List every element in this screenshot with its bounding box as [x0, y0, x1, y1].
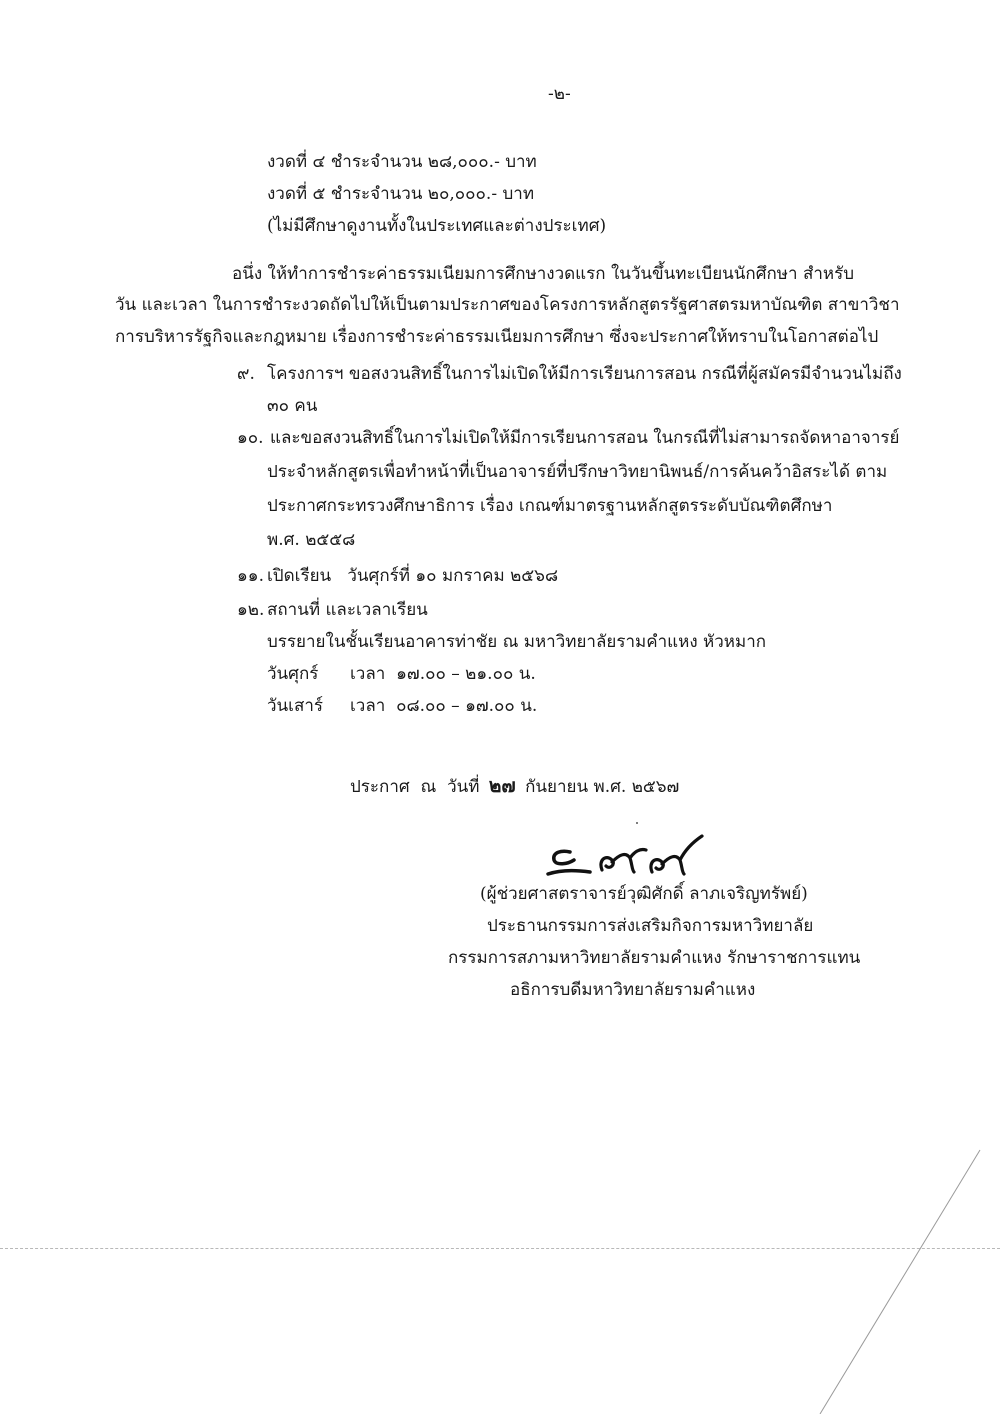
- page-number: -๒-: [548, 84, 571, 104]
- signatory-name: (ผู้ช่วยศาสตราจารย์วุฒิศักดิ์ ลาภเจริญทรัพย์): [480, 884, 808, 904]
- announcement-prefix: ประกาศ ณ วันที่: [350, 777, 480, 797]
- payment-paragraph-line-2: วัน และเวลา ในการชำระงวดถัดไปให้เป็นตามประกาศของโครงการหลักสูตรรัฐศาสตรมหาบัณฑิต สาขาวิชา: [115, 295, 900, 315]
- item-12-title: สถานที่ และเวลาเรียน: [267, 600, 428, 620]
- item-10-line-4: พ.ศ. ๒๕๕๘: [267, 530, 356, 550]
- item-10-number: ๑๐.: [237, 428, 264, 448]
- saturday-time: เวลา ๐๘.๐๐ – ๑๗.๐๐ น.: [350, 696, 538, 716]
- friday-time: เวลา ๑๗.๐๐ – ๒๑.๐๐ น.: [350, 664, 536, 684]
- installment-5: งวดที่ ๕ ชำระจำนวน ๒๐,๐๐๐.- บาท: [267, 184, 535, 204]
- payment-paragraph-line-3: การบริหารรัฐกิจและกฎหมาย เรื่องการชำระค่าธรรมเนียมการศึกษา ซึ่งจะประกาศให้ทราบในโอกาสต่อไป: [115, 327, 879, 347]
- announcement-suffix: กันยายน พ.ศ. ๒๕๖๗: [525, 777, 680, 797]
- item-10-line-1: และขอสงวนสิทธิ์ในการไม่เปิดให้มีการเรียนการสอน ในกรณีที่ไม่สามารถจัดหาอาจารย์: [270, 428, 900, 448]
- item-9-line-2: ๓๐ คน: [267, 396, 318, 416]
- item-10-line-3: ประกาศกระทรวงศึกษาธิการ เรื่อง เกณฑ์มาตรฐานหลักสูตรระดับบัณฑิตศึกษา: [267, 496, 833, 516]
- installment-4: งวดที่ ๔ ชำระจำนวน ๒๘,๐๐๐.- บาท: [267, 152, 537, 172]
- item-11-number: ๑๑.: [237, 566, 264, 586]
- friday-label: วันศุกร์: [267, 664, 319, 684]
- item-10-line-2: ประจำหลักสูตรเพื่อทำหน้าที่เป็นอาจารย์ที่ปรึกษาวิทยานิพนธ์/การค้นคว้าอิสระได้ ตาม: [267, 462, 888, 482]
- announcement-day: ๒๗: [488, 775, 516, 797]
- item-9-line-1: โครงการฯ ขอสงวนสิทธิ์ในการไม่เปิดให้มีการเรียนการสอน กรณีที่ผู้สมัครมีจำนวนไม่ถึง: [267, 364, 902, 384]
- signatory-position-1: ประธานกรรมการส่งเสริมกิจการมหาวิทยาลัย: [487, 916, 814, 936]
- signatory-position-2: กรรมการสภามหาวิทยาลัยรามคำแหง รักษาราชการแทน: [448, 948, 861, 968]
- item-9-number: ๙.: [237, 364, 255, 384]
- signatory-position-3: อธิการบดีมหาวิทยาลัยรามคำแหง: [510, 980, 756, 1000]
- saturday-label: วันเสาร์: [267, 696, 324, 716]
- item-11-text: เปิดเรียน วันศุกร์ที่ ๑๐ มกราคม ๒๕๖๘: [267, 566, 559, 586]
- payment-paragraph-line-1: อนึ่ง ให้ทำการชำระค่าธรรมเนียมการศึกษางวดแรก ในวันขึ้นทะเบียนนักศึกษา สำหรับ: [232, 264, 855, 284]
- installment-note: (ไม่มีศึกษาดูงานทั้งในประเทศและต่างประเทศ): [267, 216, 607, 236]
- item-12-number: ๑๒.: [237, 600, 265, 620]
- item-12-location: บรรยายในชั้นเรียนอาคารท่าชัย ณ มหาวิทยาลัยรามคำแหง หัวหมาก: [267, 632, 767, 652]
